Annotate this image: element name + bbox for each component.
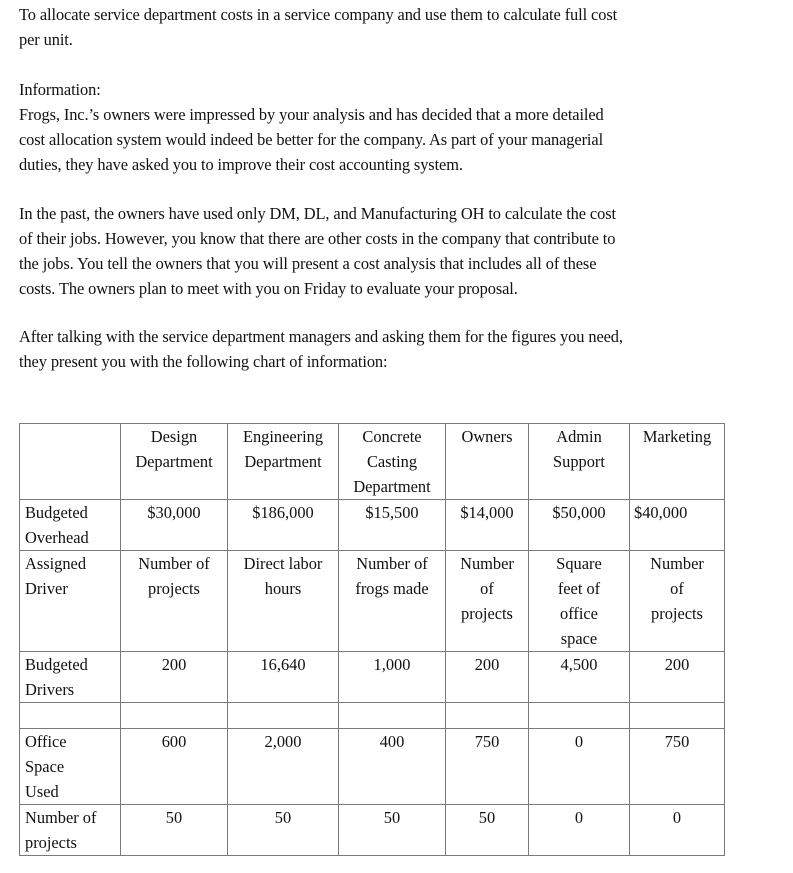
table-cell bbox=[339, 805, 446, 856]
table-cell bbox=[228, 551, 339, 652]
cell-text: 200 bbox=[474, 655, 500, 674]
row-label bbox=[20, 805, 121, 856]
text-line: Information: bbox=[19, 80, 101, 99]
table-cell bbox=[121, 729, 228, 805]
table-cell bbox=[228, 703, 339, 729]
text-line: they present you with the following chart of information: bbox=[19, 352, 388, 371]
table-row-number-of-projects bbox=[20, 805, 725, 856]
table-cell bbox=[228, 729, 339, 805]
cell-text: office bbox=[560, 604, 598, 623]
cell-text: 200 bbox=[664, 655, 690, 674]
cell-text: $30,000 bbox=[147, 503, 201, 522]
information-heading bbox=[19, 77, 749, 102]
cell-text: of bbox=[670, 579, 684, 598]
table-cell bbox=[529, 729, 630, 805]
row-label-text: Assigned bbox=[25, 554, 87, 573]
cell-text: Number of bbox=[138, 554, 210, 573]
table-cell bbox=[446, 500, 529, 551]
table-row-assigned-driver bbox=[20, 551, 725, 652]
cell-text: 750 bbox=[474, 732, 500, 751]
header-text: Admin bbox=[556, 427, 602, 446]
cell-text: 1,000 bbox=[373, 655, 411, 674]
cell-text: 4,500 bbox=[560, 655, 598, 674]
table-cell bbox=[630, 729, 725, 805]
header-text: Concrete bbox=[362, 427, 422, 446]
row-label bbox=[20, 652, 121, 703]
text-line: duties, they have asked you to improve their cost accounting system. bbox=[19, 155, 463, 174]
table-row-blank bbox=[20, 703, 725, 729]
text-line: Frogs, Inc.’s owners were impressed by your analysis and has decided that a more detailed bbox=[19, 105, 604, 124]
table-cell bbox=[630, 703, 725, 729]
row-label-text: Space bbox=[25, 757, 65, 776]
cell-text: 400 bbox=[379, 732, 405, 751]
column-header-admin-support bbox=[529, 424, 630, 500]
table-row-budgeted-overhead bbox=[20, 500, 725, 551]
header-text: Department bbox=[353, 477, 431, 496]
cell-text: 50 bbox=[478, 808, 496, 827]
row-label-text: Office bbox=[25, 732, 67, 751]
cell-text: 200 bbox=[161, 655, 187, 674]
cell-text: 50 bbox=[165, 808, 183, 827]
table-cell bbox=[446, 729, 529, 805]
column-header-owners bbox=[446, 424, 529, 500]
column-header-concrete-casting-department bbox=[339, 424, 446, 500]
table-cell bbox=[339, 652, 446, 703]
header-text: Casting bbox=[366, 452, 418, 471]
column-header-engineering-department bbox=[228, 424, 339, 500]
header-text: Support bbox=[553, 452, 605, 471]
header-text: Marketing bbox=[642, 427, 712, 446]
cell-text: $40,000 bbox=[634, 503, 688, 522]
table-cell bbox=[529, 652, 630, 703]
text-line: costs. The owners plan to meet with you on Friday to evaluate your proposal. bbox=[19, 279, 518, 298]
row-label-text: Budgeted bbox=[25, 655, 88, 674]
table-cell bbox=[529, 500, 630, 551]
header-text: Owners bbox=[461, 427, 513, 446]
table-cell bbox=[121, 805, 228, 856]
header-text: Design bbox=[150, 427, 198, 446]
table-cell bbox=[228, 652, 339, 703]
chart-intro-paragraph bbox=[19, 324, 749, 374]
cell-text: 16,640 bbox=[260, 655, 306, 674]
table-cell bbox=[121, 500, 228, 551]
table-cell bbox=[630, 551, 725, 652]
text-line: per unit. bbox=[19, 30, 73, 49]
service-department-table bbox=[19, 423, 725, 856]
cell-text: 750 bbox=[664, 732, 690, 751]
row-label-text: projects bbox=[25, 833, 77, 852]
row-label-text: Driver bbox=[25, 579, 68, 598]
row-label-text: Number of bbox=[25, 808, 97, 827]
cell-text: 2,000 bbox=[264, 732, 302, 751]
table-cell bbox=[228, 805, 339, 856]
text-line: cost allocation system would indeed be better for the company. As part of your managerial bbox=[19, 130, 604, 149]
text-line: the jobs. You tell the owners that you will present a cost analysis that includes all of these bbox=[19, 254, 597, 273]
cell-text: Number of bbox=[356, 554, 428, 573]
cell-text: projects bbox=[461, 604, 513, 623]
table-cell bbox=[630, 652, 725, 703]
row-label-text: Used bbox=[25, 782, 59, 801]
cell-text: Number bbox=[460, 554, 514, 573]
cell-text: Number bbox=[650, 554, 704, 573]
cell-text: $186,000 bbox=[252, 503, 314, 522]
table-cell bbox=[446, 551, 529, 652]
text-line: of their jobs. However, you know that there are other costs in the company that contribute to bbox=[19, 229, 616, 248]
information-paragraph bbox=[19, 102, 749, 177]
cell-text: space bbox=[560, 629, 598, 648]
header-text: Department bbox=[135, 452, 213, 471]
table-cell bbox=[121, 703, 228, 729]
cell-text: projects bbox=[148, 579, 200, 598]
table-cell bbox=[446, 652, 529, 703]
text-line: After talking with the service department managers and asking them for the figures you need, bbox=[19, 327, 623, 346]
table-row-office-space-used bbox=[20, 729, 725, 805]
cell-text: 0 bbox=[574, 808, 584, 827]
cell-text: 0 bbox=[672, 808, 682, 827]
table-row-budgeted-drivers bbox=[20, 652, 725, 703]
row-label bbox=[20, 729, 121, 805]
cell-text: feet of bbox=[557, 579, 601, 598]
cell-text: Square bbox=[556, 554, 602, 573]
cell-text: hours bbox=[264, 579, 302, 598]
table-cell bbox=[630, 500, 725, 551]
row-label bbox=[20, 500, 121, 551]
table-header-row bbox=[20, 424, 725, 500]
text-line: In the past, the owners have used only DM, DL, and Manufacturing OH to calculate the cost bbox=[19, 204, 616, 223]
cell-text: 600 bbox=[161, 732, 187, 751]
cell-text: 50 bbox=[383, 808, 401, 827]
table-cell bbox=[529, 805, 630, 856]
table-cell bbox=[630, 805, 725, 856]
table-cell bbox=[339, 703, 446, 729]
corner-cell bbox=[20, 424, 121, 500]
text-line: To allocate service department costs in a service company and use them to calculate full cost bbox=[19, 5, 618, 24]
cell-text: $15,500 bbox=[365, 503, 419, 522]
table-cell bbox=[228, 500, 339, 551]
table-body bbox=[20, 424, 725, 856]
table-cell bbox=[339, 500, 446, 551]
cell-text: of bbox=[480, 579, 494, 598]
cell-text: projects bbox=[651, 604, 703, 623]
row-label bbox=[20, 551, 121, 652]
cell-text: 0 bbox=[574, 732, 584, 751]
cell-text: frogs made bbox=[355, 579, 429, 598]
column-header-design-department bbox=[121, 424, 228, 500]
table-cell bbox=[121, 652, 228, 703]
cell-text: Direct labor bbox=[243, 554, 323, 573]
table-cell bbox=[529, 551, 630, 652]
row-label-text: Overhead bbox=[25, 528, 89, 547]
cell-text: $14,000 bbox=[460, 503, 514, 522]
row-label bbox=[20, 703, 121, 729]
cell-text: $50,000 bbox=[552, 503, 606, 522]
table-cell bbox=[446, 703, 529, 729]
table-cell bbox=[121, 551, 228, 652]
table-cell bbox=[339, 729, 446, 805]
objective-paragraph bbox=[19, 2, 749, 52]
column-header-marketing bbox=[630, 424, 725, 500]
cell-text: 50 bbox=[274, 808, 292, 827]
past-costs-paragraph bbox=[19, 201, 749, 301]
header-text: Department bbox=[244, 452, 322, 471]
row-label-text: Drivers bbox=[25, 680, 75, 699]
header-text: Engineering bbox=[242, 427, 324, 446]
row-label-text: Budgeted bbox=[25, 503, 88, 522]
table-cell bbox=[446, 805, 529, 856]
table-cell bbox=[339, 551, 446, 652]
table-cell bbox=[529, 703, 630, 729]
